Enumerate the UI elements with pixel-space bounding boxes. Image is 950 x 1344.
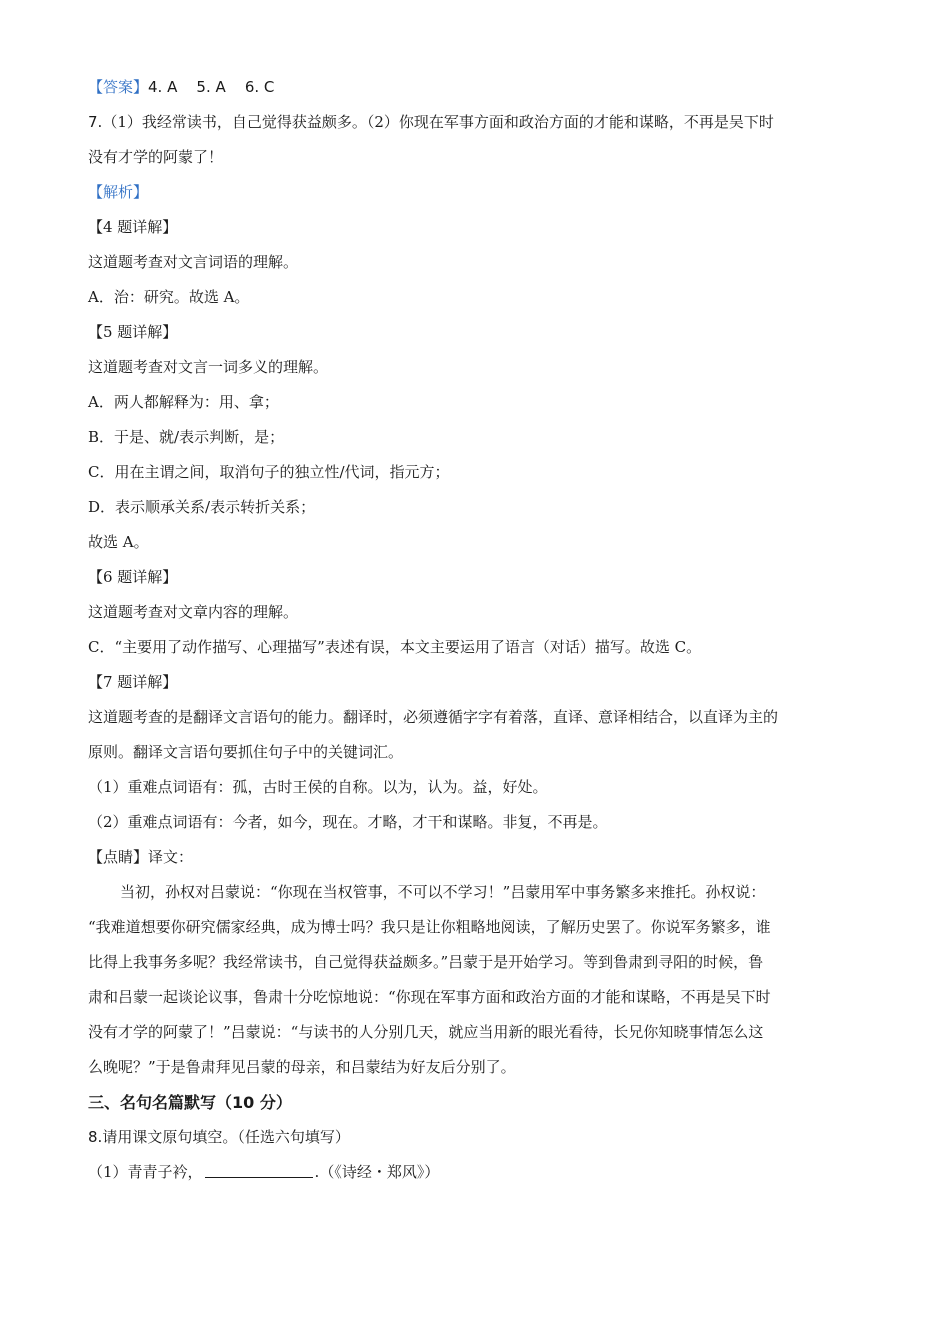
translation-line: 肃和吕蒙一起谈论议事，鲁肃十分吃惊地说：“你现在军事方面和政治方面的才能和谋略，不再是吴下时 [88, 988, 771, 1006]
d6-line: C．“主要用了动作描写、心理描写”表述有误，本文主要运用了语言（对话）描写。故选 C。 [88, 638, 702, 656]
d7-line: 这道题考查的是翻译文言语句的能力。翻译时，必须遵循字字有着落，直译、意译相结合，以直译为主的 [88, 708, 779, 726]
d4-line: 这道题考查对文言词语的理解。 [88, 253, 299, 271]
fill-in-blank[interactable] [205, 1163, 313, 1178]
d5-line: C．用在主谓之间，取消句子的独立性/代词，指元方； [88, 463, 450, 481]
translation-line: 么晚呢？”于是鲁肃拜见吕蒙的母亲，和吕蒙结为好友后分别了。 [88, 1058, 516, 1076]
translation-line: 当初，孙权对吕蒙说：“你现在当权管事，不可以不学习！”吕蒙用军中事务繁多来推托。孙权说： [120, 883, 766, 901]
d5-line: B．于是、就/表示判断，是； [88, 428, 285, 446]
d4-header: 【4 题详解】 [88, 218, 178, 236]
q8-line [88, 1120, 868, 1155]
q7-line-1 [88, 105, 868, 140]
d5-line: 这道题考查对文言一词多义的理解。 [88, 358, 329, 376]
d6-line: 这道题考查对文章内容的理解。 [88, 603, 299, 621]
q8-item-1 [88, 1155, 868, 1190]
d5-line: A．两人都解释为：用、拿； [88, 393, 279, 411]
q7-number: 7. [88, 113, 103, 131]
q7-line-2: 没有才学的阿蒙了！ [88, 148, 224, 166]
d4-line: A．治：研究。故选 A。 [88, 288, 250, 306]
q8-item-1-prefix: （1）青青子衿， [88, 1163, 203, 1181]
analysis-tag: 【解析】 [88, 183, 149, 201]
q8-item-1-source: .（《诗经・郑风》） [314, 1163, 440, 1181]
d5-header: 【5 题详解】 [88, 323, 178, 341]
d5-line: 故选 A。 [88, 533, 149, 551]
d7-line: 原则。翻译文言语句要抓住句子中的关键词汇。 [88, 743, 404, 761]
q8-number: 8. [88, 1128, 103, 1146]
d5-line: D．表示顺承关系/表示转折关系； [88, 498, 316, 516]
answer-tag: 【答案】 [88, 78, 149, 96]
d7-line: （1）重难点词语有：孤，古时王侯的自称。以为，认为。益，好处。 [88, 778, 548, 796]
dianjing-header: 【点睛】译文： [88, 848, 194, 866]
d7-line: （2）重难点词语有：今者，如今，现在。才略，才干和谋略。非复，不再是。 [88, 813, 608, 831]
d7-header: 【7 题详解】 [88, 673, 178, 691]
q7-text-1: （1）我经常读书，自己觉得获益颇多。（2）你现在军事方面和政治方面的才能和谋略，不再是吴下时 [102, 113, 774, 131]
translation-line: 比得上我事务多呢？我经常读书，自己觉得获益颇多。”吕蒙于是开始学习。等到鲁肃到寻阳的时候，鲁 [88, 953, 764, 971]
translation-line: “我难道想要你研究儒家经典，成为博士吗？我只是让你粗略地阅读，了解历史罢了。你说军务繁多，谁 [88, 918, 771, 936]
q8-prompt: 请用课文原句填空。（任选六句填写） [102, 1128, 350, 1146]
translation-line: 没有才学的阿蒙了！”吕蒙说：“与读书的人分别几天，就应当用新的眼光看待，长兄你知晓事情怎么这 [88, 1023, 764, 1041]
section-3-heading: 三、名句名篇默写（10 分） [88, 1093, 292, 1112]
answer-line [88, 70, 868, 105]
document-page [88, 70, 868, 1190]
d6-header: 【6 题详解】 [88, 568, 178, 586]
answer-items: 4. A 5. A 6. C [148, 78, 275, 96]
